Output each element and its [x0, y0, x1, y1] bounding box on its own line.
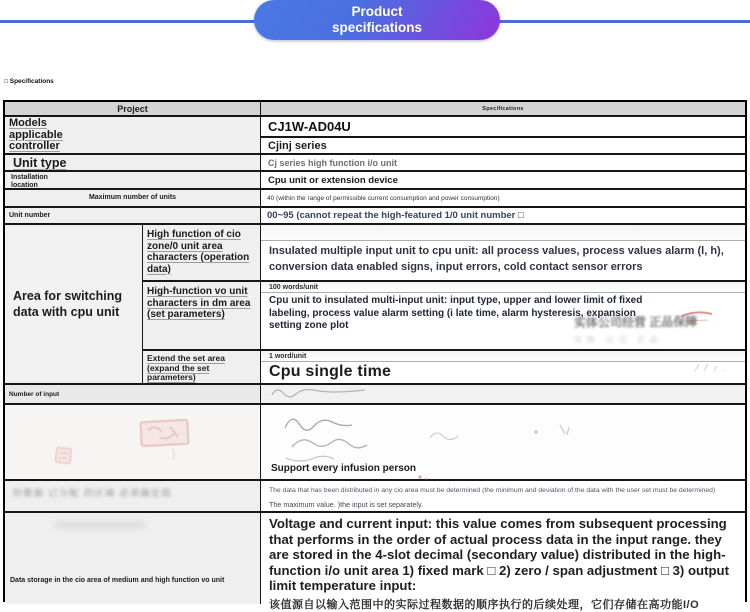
cio-area-spacer [261, 225, 745, 241]
unit-type-value: Cj series high function i/o unit [261, 155, 745, 170]
number-of-input-label: Number of input [9, 390, 60, 398]
data-storage-value-cn: 该值源自以输入范围中的实际过程数据的顺序执行的后续处理，它们存储在高功能I/O [269, 598, 700, 611]
number-of-input-value [261, 385, 745, 403]
series-value: Cjinj series [268, 139, 327, 152]
subrow-extend-area [143, 351, 745, 383]
area-switching-label-cell [5, 225, 143, 383]
extend-area-value-cell [261, 351, 745, 383]
cio-area-label: High function of cio zone/0 unit area characters (operation data) [147, 229, 250, 275]
handwritten-notes-cell [261, 405, 745, 479]
installation-label: Installation location [11, 174, 48, 189]
data-storage-value-en: Voltage and current input: this value comes from subsequent processing that performs in the order of actual process data in the input range. they are stored in the 4-slot decimal (secondary value) distributed in the high-function i/o unit area 1) fixed mark □ 2) zero / span adjustment □ 3) output limit temperature input: [269, 516, 729, 594]
row-handwritten-notes [5, 405, 745, 481]
extend-area-value: Cpu single time [269, 363, 392, 380]
stamp-cell [5, 405, 261, 479]
models-label: Models applicable controller [9, 117, 63, 152]
row-max-units [5, 190, 745, 208]
dm-area-value: Cpu unit to insulated multi-input unit: input type, upper and lower limit of fixed labeling, process value alarm setting (i late time, alarm hysteresis, expansion setting zone plot [269, 295, 643, 331]
data-storage-value-cell [261, 513, 745, 611]
table-header-row [5, 102, 745, 117]
row-area-switching [5, 225, 745, 385]
blurred-label-text: 的数据 已分配 的区域 必须确定值 [13, 488, 173, 498]
banner-pill [254, 0, 500, 40]
extend-area-label-cell [143, 351, 261, 383]
extend-area-capacity: 1 word/unit [261, 351, 745, 362]
distributed-line1: The data that has been distributed in any cio area must be determined (the minimum and deviation of the data with the user set must be determined) [269, 487, 716, 494]
max-units-label: Maximum number of units [88, 194, 177, 201]
support-note: Support every infusion person [271, 463, 417, 474]
header-specifications-cell: Specifications [261, 102, 745, 115]
unit-type-label-cell [5, 155, 261, 170]
dm-area-label-cell [143, 282, 261, 349]
section-label: □ Specifications [4, 78, 54, 85]
area-switching-subrows [143, 225, 745, 383]
cio-area-value-cell [261, 225, 745, 280]
distributed-value-cell [261, 481, 745, 511]
data-storage-label-cell [5, 513, 261, 604]
model-number-value: CJ1W-AD04U [261, 117, 745, 138]
subrow-cio-area [143, 225, 745, 282]
banner-title-line1: Product [351, 4, 403, 19]
row-number-of-input [5, 385, 745, 405]
subrow-dm-area [143, 282, 745, 351]
models-label-cell [5, 117, 261, 153]
max-units-label-cell [5, 190, 261, 206]
dm-area-label: High-function vo unit characters in dm area (set parameters) [147, 286, 251, 320]
row-unit-number [5, 208, 745, 225]
unit-number-value: 00~95 (cannot repeat the high-featured 1/0 unit number □ [261, 208, 745, 223]
installation-label-cell [5, 172, 261, 188]
row-models [5, 117, 745, 155]
number-of-input-label-cell [5, 385, 261, 403]
extend-area-label: Extend the set area (expand the set parameters) [147, 353, 225, 382]
row-distributed-data [5, 481, 745, 513]
dm-area-value-cell [261, 282, 745, 349]
watermark-line2: 实体 公司 正品 [574, 333, 662, 345]
area-switching-label: Area for switching data with cpu unit [13, 289, 123, 319]
header-project-cell: Project [5, 102, 261, 115]
banner-title-line2: specifications [331, 20, 423, 35]
row-unit-type [5, 155, 745, 172]
distributed-label-cell [5, 481, 261, 511]
watermark-line1: 实体公司经营 正品保障 [573, 314, 698, 330]
row-data-storage [5, 513, 745, 611]
row-installation [5, 172, 745, 190]
models-values [261, 117, 745, 153]
installation-value: Cpu unit or extension device [261, 172, 745, 188]
unit-number-label: Unit number [9, 212, 51, 219]
scan-smudge [55, 521, 145, 529]
cio-area-label-cell [143, 225, 261, 280]
data-storage-label: Data storage in the cio area of medium and high function vo unit [10, 577, 225, 584]
unit-number-label-cell [5, 208, 261, 223]
spec-table [3, 100, 747, 611]
max-units-value: 40 (within the range of permissible current consumption and power consumption) [261, 190, 745, 206]
distributed-line2: The maximum value. )the input is set separately. [269, 500, 424, 509]
dm-area-capacity: 100 words/unit [261, 282, 745, 293]
cio-area-value: Insulated multiple input unit to cpu unit: all process values, process values alarm (l, h), conversion data enabled signs, input errors, cold contact sensor errors [269, 245, 724, 273]
unit-type-label: Unit type [13, 155, 67, 170]
